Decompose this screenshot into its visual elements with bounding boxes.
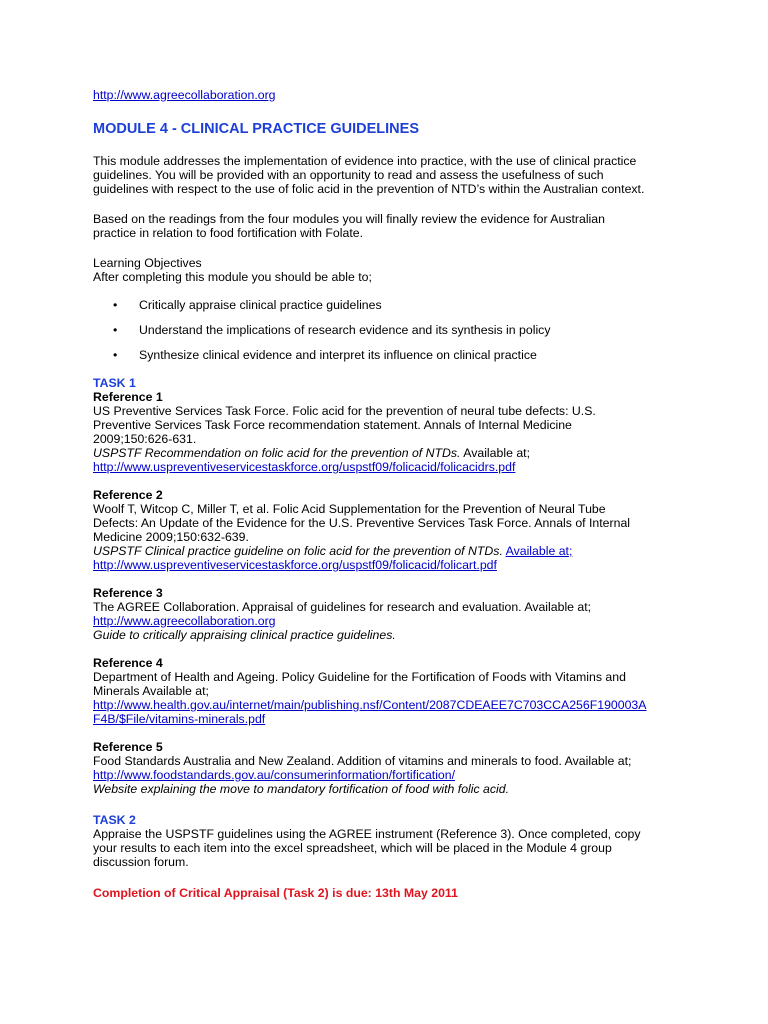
task-2-body: [93, 827, 693, 869]
objective-text: Understand the implications of research evidence and its synthesis in policy: [139, 323, 551, 337]
reference-line: The AGREE Collaboration. Appraisal of guidelines for research and evaluation. Available at;: [93, 600, 592, 614]
intro-paragraph: [93, 154, 693, 196]
reference-note: [93, 446, 693, 460]
intro-line: This module addresses the implementation of evidence into practice, with the use of clinical practice: [93, 154, 637, 168]
objectives-heading: Learning Objectives: [93, 256, 202, 270]
document-page: [93, 88, 693, 900]
reference-line: Medicine 2009;150:632-639.: [93, 530, 249, 544]
foodstandards-link[interactable]: http://www.foodstandards.gov.au/consumerinformation/fortification/: [93, 768, 456, 782]
list-item: [93, 323, 693, 337]
agree-reference-link[interactable]: http://www.agreecollaboration.org: [93, 614, 276, 628]
link-line: http://www.health.gov.au/internet/main/publishing.nsf/Content/2087CDEAEE7C703CCA256F190003A: [93, 698, 647, 712]
objective-text: Critically appraise clinical practice guidelines: [139, 298, 382, 312]
reference-5: [93, 740, 693, 796]
reference-line: Woolf T, Witcop C, Miller T, et al. Folic Acid Supplementation for the Prevention of Neural Tube: [93, 502, 606, 516]
reference-3: [93, 586, 693, 642]
objectives-intro: After completing this module you should be able to;: [93, 270, 372, 284]
reference-line: 2009;150:626-631.: [93, 432, 197, 446]
due-date-notice: Completion of Critical Appraisal (Task 2) is due: 13th May 2011: [93, 886, 458, 900]
uspstf-recommendation-link[interactable]: http://www.uspreventiveservicestaskforce.org/uspstf09/folicacid/folicacidrs.pdf: [93, 460, 516, 474]
reference-4: [93, 656, 693, 726]
reference-heading: Reference 3: [93, 586, 163, 600]
based-line: practice in relation to food fortification with Folate.: [93, 226, 363, 240]
health-gov-link[interactable]: [93, 698, 693, 726]
link-line: F4B/$File/vitamins-minerals.pdf: [93, 712, 266, 726]
reference-heading: Reference 5: [93, 740, 163, 754]
task-2-line: discussion forum.: [93, 855, 189, 869]
reference-note: [93, 544, 693, 558]
reference-line: Department of Health and Ageing. Policy Guideline for the Fortification of Foods with Vitamins and: [93, 670, 626, 684]
intro-line: guidelines with respect to the use of folic acid in the prevention of NTD’s within the Australian context.: [93, 182, 645, 196]
based-line: Based on the readings from the four modules you will finally review the evidence for Australian: [93, 212, 605, 226]
objectives-list: [93, 298, 693, 362]
reference-heading: Reference 4: [93, 656, 163, 670]
uspstf-guideline-link[interactable]: http://www.uspreventiveservicestaskforce.org/uspstf09/folicacid/folicart.pdf: [93, 558, 497, 572]
task-2-heading: TASK 2: [93, 813, 136, 827]
task-2-line: your results to each item into the excel spreadsheet, which will be placed in the Module 4 group: [93, 841, 612, 855]
reference-heading: Reference 1: [93, 390, 163, 404]
reference-available: Available at;: [460, 446, 530, 460]
list-item: [93, 298, 693, 312]
reference-line: US Preventive Services Task Force. Folic acid for the prevention of neural tube defects: U.S.: [93, 404, 596, 418]
module-title: MODULE 4 - CLINICAL PRACTICE GUIDELINES: [93, 121, 419, 137]
based-paragraph: [93, 212, 693, 240]
learning-objectives: [93, 256, 693, 284]
reference-1: [93, 390, 693, 474]
intro-line: guidelines. You will be provided with an opportunity to read and assess the usefulness of such: [93, 168, 604, 182]
task-1-heading: TASK 1: [93, 376, 136, 390]
reference-italic: USPSTF Clinical practice guideline on folic acid for the prevention of NTDs.: [93, 544, 503, 558]
available-at-link[interactable]: Available at;: [505, 544, 573, 558]
reference-line: Minerals Available at;: [93, 684, 209, 698]
bullet-icon: •: [113, 348, 118, 362]
reference-line: Food Standards Australia and New Zealand. Addition of vitamins and minerals to food. Available at;: [93, 754, 632, 768]
reference-italic: Website explaining the move to mandatory fortification of food with folic acid.: [93, 782, 510, 796]
reference-2: [93, 488, 693, 572]
list-item: [93, 348, 693, 362]
reference-italic: Guide to critically appraising clinical practice guidelines.: [93, 628, 396, 642]
objective-text: Synthesize clinical evidence and interpret its influence on clinical practice: [139, 348, 537, 362]
agree-collaboration-link[interactable]: http://www.agreecollaboration.org: [93, 88, 276, 102]
reference-line: Preventive Services Task Force recommendation statement. Annals of Internal Medicine: [93, 418, 572, 432]
task-2-line: Appraise the USPSTF guidelines using the AGREE instrument (Reference 3). Once completed, copy: [93, 827, 641, 841]
bullet-icon: •: [113, 298, 118, 312]
reference-heading: Reference 2: [93, 488, 163, 502]
reference-line: Defects: An Update of the Evidence for the U.S. Preventive Services Task Force. Annals of Internal: [93, 516, 631, 530]
reference-italic: USPSTF Recommendation on folic acid for the prevention of NTDs.: [93, 446, 461, 460]
bullet-icon: •: [113, 323, 118, 337]
